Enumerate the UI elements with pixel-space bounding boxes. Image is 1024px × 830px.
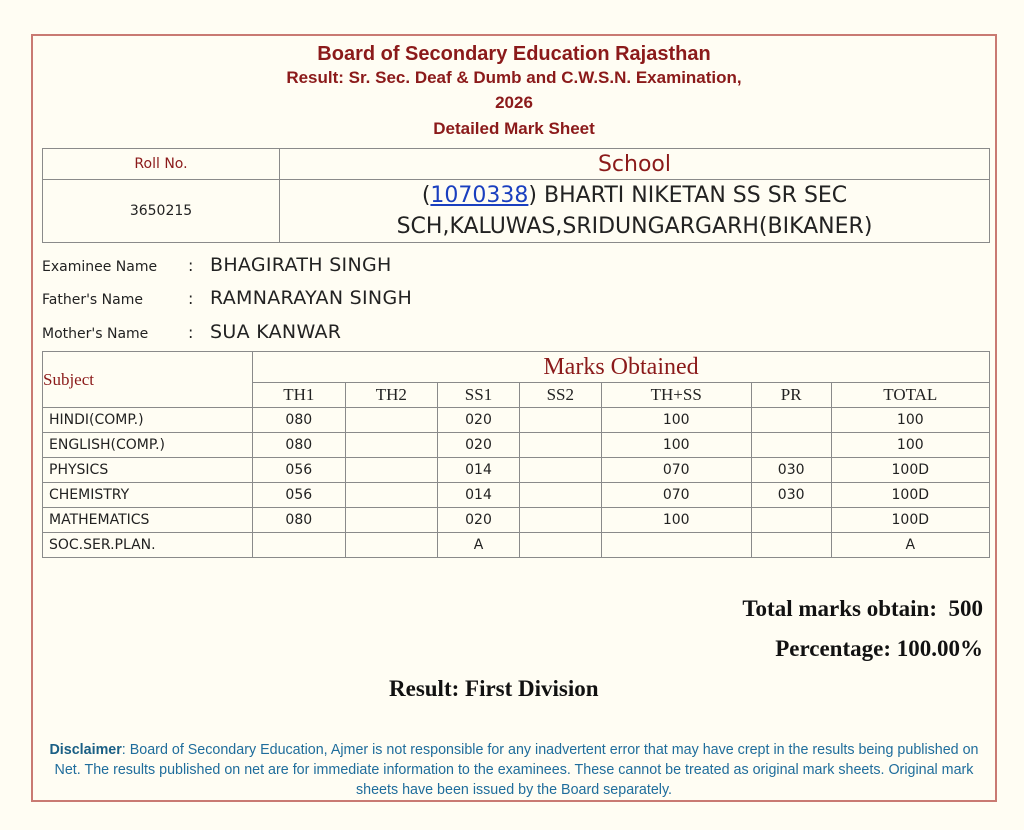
subject-cell: HINDI(COMP.) <box>43 408 253 433</box>
mark-cell: 100 <box>601 433 751 458</box>
mark-cell <box>519 483 601 508</box>
mother-name-value: SUA KANWAR <box>210 321 342 343</box>
table-row <box>43 408 990 433</box>
roll-no-header: Roll No. <box>43 149 280 180</box>
mark-cell: 070 <box>601 458 751 483</box>
column-header: TH2 <box>345 383 438 408</box>
marks-body <box>43 408 990 558</box>
mark-cell: 100D <box>831 483 989 508</box>
exam-title: Result: Sr. Sec. Deaf & Dumb and C.W.S.N. Examination, <box>286 68 742 87</box>
mark-cell: 014 <box>438 483 520 508</box>
table-row <box>43 533 990 558</box>
mark-cell <box>253 533 346 558</box>
separator: : <box>188 256 194 275</box>
subject-cell: ENGLISH(COMP.) <box>43 433 253 458</box>
subject-cell: PHYSICS <box>43 458 253 483</box>
table-row <box>43 458 990 483</box>
result-value: First Division <box>465 676 599 701</box>
percentage-label: Percentage: <box>775 636 891 661</box>
column-header: TH+SS <box>601 383 751 408</box>
mark-cell: A <box>438 533 520 558</box>
mark-cell <box>345 458 438 483</box>
disclaimer-text: : Board of Secondary Education, Ajmer is not responsible for any inadvertent error that may have crept in the results being published on Net. The results published on net are for immediate information to the examinees. These cannot be treated as original mark sheets. Original mark sheets have been issued by the Board separately. <box>54 742 979 798</box>
examinee-name-label: Examinee Name <box>42 259 158 275</box>
subject-cell: CHEMISTRY <box>43 483 253 508</box>
marks-table <box>42 351 990 558</box>
mark-cell: 070 <box>601 483 751 508</box>
result-label: Result: <box>389 676 460 701</box>
table-row <box>43 483 990 508</box>
disclaimer <box>39 740 989 800</box>
mark-cell <box>519 408 601 433</box>
mark-cell <box>345 433 438 458</box>
mark-cell <box>519 458 601 483</box>
mark-cell <box>345 483 438 508</box>
percentage-value: 100.00% <box>896 636 983 661</box>
mark-cell <box>751 533 831 558</box>
father-name-label: Father's Name <box>42 292 143 308</box>
mark-cell <box>345 408 438 433</box>
column-header: SS1 <box>438 383 520 408</box>
mark-cell <box>751 508 831 533</box>
mark-cell: 100 <box>601 408 751 433</box>
mark-cell: 080 <box>253 408 346 433</box>
subject-cell: MATHEMATICS <box>43 508 253 533</box>
mark-cell: 020 <box>438 433 520 458</box>
mark-cell <box>519 433 601 458</box>
mark-cell: 056 <box>253 483 346 508</box>
school-header: School <box>280 149 990 180</box>
mark-cell <box>519 508 601 533</box>
total-marks-label: Total marks obtain: <box>742 596 937 621</box>
examinee-name-value: BHAGIRATH SINGH <box>210 254 392 276</box>
board-title: Board of Secondary Education Rajasthan <box>317 43 711 65</box>
examinee-name-row <box>42 254 392 276</box>
marks-obtained-header: Marks Obtained <box>253 352 990 383</box>
total-marks-value: 500 <box>948 596 983 621</box>
table-row <box>43 433 990 458</box>
mark-cell: 030 <box>751 483 831 508</box>
result <box>389 676 599 702</box>
mark-cell <box>345 533 438 558</box>
mark-sheet <box>31 34 997 802</box>
mark-cell: 020 <box>438 508 520 533</box>
mark-cell: 100D <box>831 458 989 483</box>
roll-no-value: 3650215 <box>43 180 280 243</box>
exam-year: 2026 <box>495 93 533 112</box>
table-row <box>43 508 990 533</box>
mark-cell: 014 <box>438 458 520 483</box>
mark-cell: 056 <box>253 458 346 483</box>
mark-cell <box>751 408 831 433</box>
separator: : <box>188 289 194 308</box>
mark-cell: 080 <box>253 433 346 458</box>
column-header: PR <box>751 383 831 408</box>
father-name-value: RAMNARAYAN SINGH <box>210 287 413 309</box>
mark-cell: 100 <box>601 508 751 533</box>
mark-cell <box>345 508 438 533</box>
percentage <box>775 636 983 662</box>
mark-cell: 100D <box>831 508 989 533</box>
school-code-link[interactable]: 1070338 <box>430 183 529 208</box>
subject-cell: SOC.SER.PLAN. <box>43 533 253 558</box>
mark-cell: 020 <box>438 408 520 433</box>
sheet-title: Detailed Mark Sheet <box>433 119 595 138</box>
roll-school-table <box>42 148 990 243</box>
mark-cell <box>519 533 601 558</box>
father-name-row <box>42 287 412 309</box>
subject-header: Subject <box>43 352 253 408</box>
mark-cell <box>751 433 831 458</box>
mark-cell <box>601 533 751 558</box>
total-marks <box>742 596 983 622</box>
mark-cell: 100 <box>831 433 989 458</box>
column-header: SS2 <box>519 383 601 408</box>
mark-cell: 080 <box>253 508 346 533</box>
mark-cell: A <box>831 533 989 558</box>
column-header: TOTAL <box>831 383 989 408</box>
school-value: (1070338) BHARTI NIKETAN SS SR SEC SCH,KALUWAS,SRIDUNGARGARH(BIKANER) <box>280 180 990 243</box>
separator: : <box>188 323 194 342</box>
disclaimer-label: Disclaimer <box>49 742 122 758</box>
mark-cell: 100 <box>831 408 989 433</box>
mother-name-row <box>42 321 341 343</box>
school-name-line2: SCH,KALUWAS,SRIDUNGARGARH(BIKANER) <box>396 214 873 239</box>
mark-cell: 030 <box>751 458 831 483</box>
school-name-line1: BHARTI NIKETAN SS SR SEC <box>543 183 848 208</box>
mother-name-label: Mother's Name <box>42 326 149 342</box>
column-header: TH1 <box>253 383 346 408</box>
